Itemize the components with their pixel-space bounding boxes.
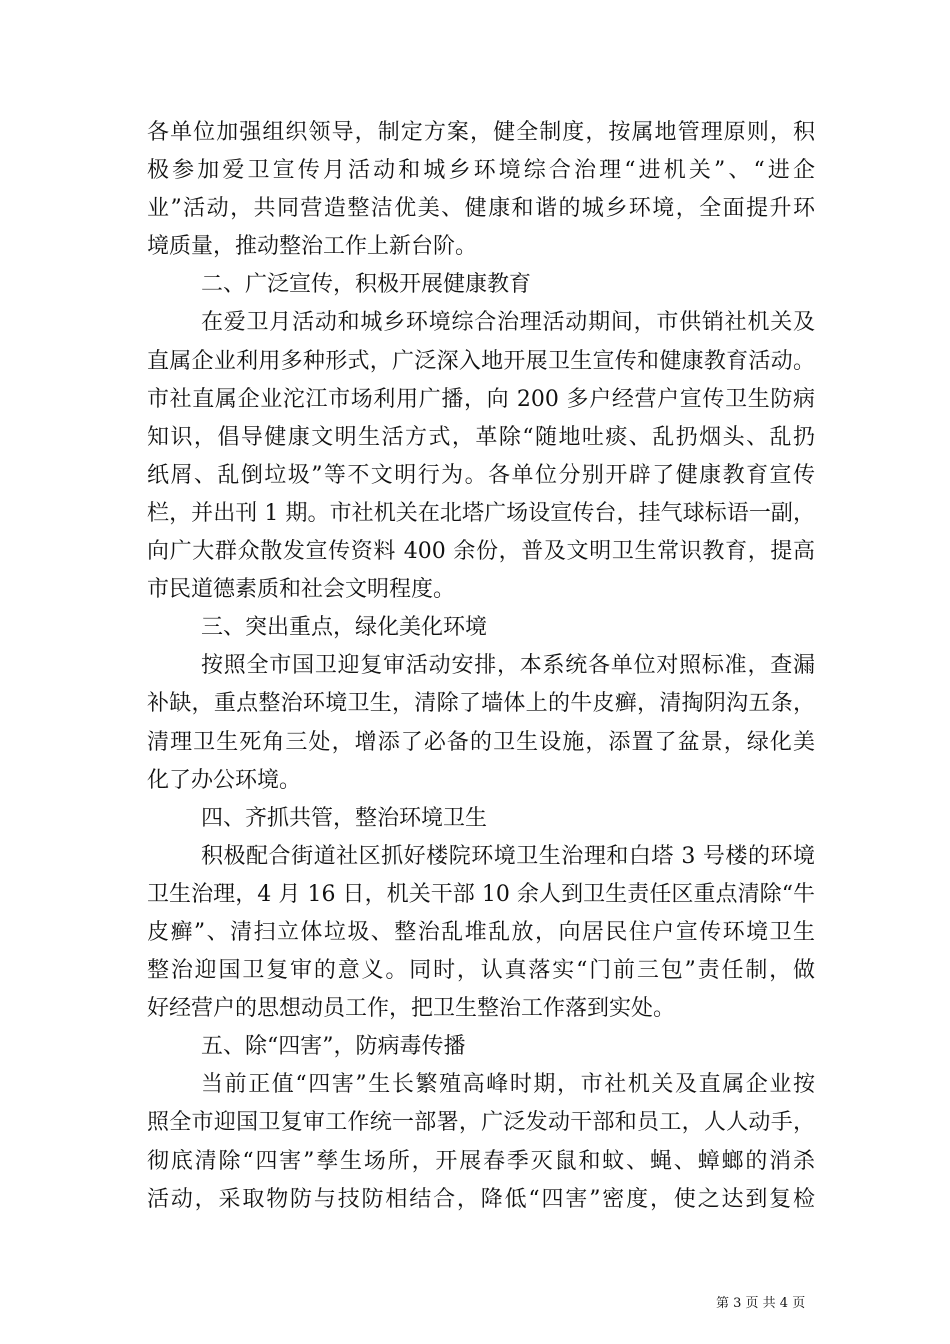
document-body (147, 114, 815, 1219)
text-line: 知识，倡导健康文明生活方式，革除“随地吐痰、乱扔烟头、乱扔 (147, 424, 815, 450)
text-line: 业”活动，共同营造整洁优美、健康和谐的城乡环境，全面提升环 (147, 196, 815, 222)
text-line: 卫生治理，4 月 16 日，机关干部 10 余人到卫生责任区重点清除“牛 (147, 881, 815, 907)
text-line: 各单位加强组织领导，制定方案，健全制度，按属地管理原则，积 (147, 120, 815, 145)
text-line: 照全市迎国卫复审工作统一部署，广泛发动干部和员工，人人动手， (147, 1110, 815, 1136)
text-line: 化了办公环境。 (147, 767, 302, 793)
page-footer (0, 1294, 950, 1314)
text-line: 市民道德素质和社会文明程度。 (147, 577, 456, 603)
text-line: 境质量，推动整治工作上新台阶。 (147, 234, 478, 260)
section-heading: 四、齐抓共管，整治环境卫生 (201, 805, 488, 831)
text-line: 活动，采取物防与技防相结合，降低“四害”密度，使之达到复检 (147, 1186, 815, 1212)
text-line: 栏，并出刊 1 期。市社机关在北塔广场设宣传台，挂气球标语一副， (147, 500, 815, 526)
section-heading: 二、广泛宣传，积极开展健康教育 (201, 272, 532, 298)
text-line: 清理卫生死角三处，增添了必备的卫生设施，添置了盆景，绿化美 (147, 729, 815, 755)
text-line: 积极配合街道社区抓好楼院环境卫生治理和白塔 3 号楼的环境 (201, 843, 815, 869)
text-line: 纸屑、乱倒垃圾”等不文明行为。各单位分别开辟了健康教育宣传 (147, 462, 815, 488)
text-line: 当前正值“四害”生长繁殖高峰时期，市社机关及直属企业按 (201, 1072, 815, 1098)
text-line: 在爱卫月活动和城乡环境综合治理活动期间，市供销社机关及 (201, 310, 815, 336)
text-line: 彻底清除“四害”孳生场所，开展春季灭鼠和蚊、蝇、蟑螂的消杀 (147, 1148, 815, 1174)
text-line: 按照全市国卫迎复审活动安排，本系统各单位对照标准，查漏 (201, 653, 815, 679)
text-line: 直属企业利用多种形式，广泛深入地开展卫生宣传和健康教育活动。 (147, 348, 815, 374)
text-line: 皮癣”、清扫立体垃圾、整治乱堆乱放，向居民住户宣传环境卫生 (147, 919, 815, 945)
page-number: 第 3 页 共 4 页 (716, 1296, 806, 1311)
text-line: 向广大群众散发宣传资料 400 余份，普及文明卫生常识教育，提高 (147, 539, 815, 565)
text-line: 极参加爱卫宣传月活动和城乡环境综合治理“进机关”、“进企 (147, 158, 815, 184)
text-line: 整治迎国卫复审的意义。同时，认真落实“门前三包”责任制，做 (147, 958, 815, 984)
text-line: 市社直属企业沱江市场利用广播，向 200 多户经营户宣传卫生防病 (147, 386, 815, 412)
text-line: 补缺，重点整治环境卫生，清除了墙体上的牛皮癣，清掏阴沟五条， (147, 691, 815, 717)
section-heading: 三、突出重点，绿化美化环境 (201, 615, 488, 641)
section-heading: 五、除“四害”，防病毒传播 (201, 1034, 466, 1060)
text-line: 好经营户的思想动员工作，把卫生整治工作落到实处。 (147, 996, 676, 1022)
